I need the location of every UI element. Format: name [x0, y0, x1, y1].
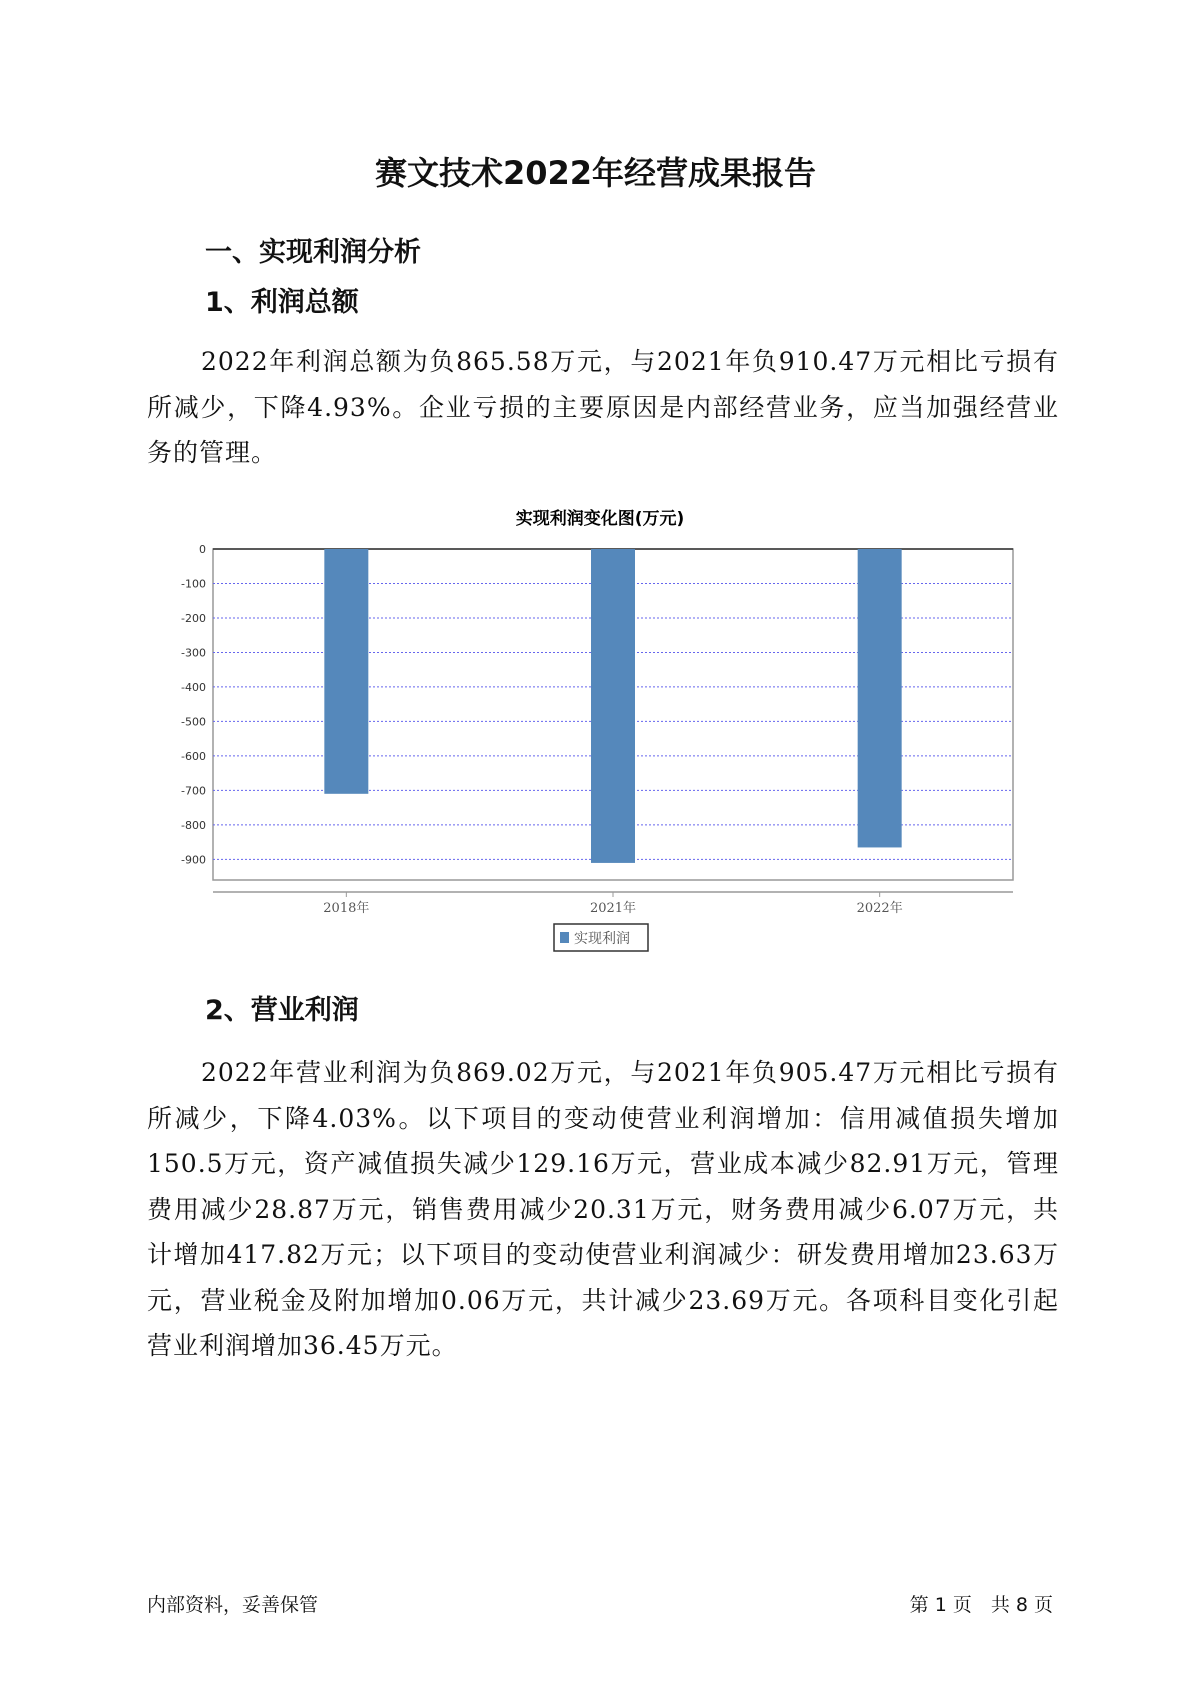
- page-number: 第 1 页 共 8 页: [909, 1594, 1053, 1616]
- y-tick-label: -200: [181, 611, 206, 625]
- footer-note: 内部资料，妥善保管: [147, 1594, 319, 1616]
- x-tick-label: 2018年: [323, 901, 370, 916]
- y-tick-label: -300: [181, 646, 206, 660]
- paragraph: 2022年利润总额为负865.58万元，与2021年负910.47万元相比亏损有所减少，下降4.93%。企业亏损的主要原因是内部经营业务，应当加强经营业务的管理。: [147, 347, 1059, 467]
- report-title: 赛文技术2022年经营成果报告: [374, 154, 817, 192]
- legend-label: 实现利润: [574, 931, 630, 947]
- section-heading: 一、实现利润分析: [205, 237, 421, 268]
- y-tick-label: -700: [181, 784, 206, 798]
- bar: [858, 549, 902, 847]
- x-tick-label: 2022年: [856, 901, 903, 916]
- bar: [591, 549, 635, 863]
- y-tick-label: -500: [181, 715, 206, 729]
- chart-title: 实现利润变化图(万元): [515, 509, 685, 529]
- y-tick-label: -600: [181, 749, 206, 763]
- y-tick-label: -800: [181, 818, 206, 832]
- y-tick-label: -900: [181, 853, 206, 867]
- subsection-heading: 1、利润总额: [205, 287, 359, 318]
- legend-swatch: [560, 932, 569, 943]
- subsection-heading: 2、营业利润: [205, 995, 359, 1026]
- y-tick-label: -100: [181, 577, 206, 591]
- paragraph: 2022年营业利润为负869.02万元，与2021年负905.47万元相比亏损有所减少，下降4.03%。以下项目的变动使营业利润增加：信用减值损失增加150.5万元，资产减值损失减少129.16万元，营业成本减少82.91万元，管理费用减少28.87万元，销售费用减少20.31万元，财务费用减少6.07万元，共计增加417.82万元；以下项目的变动使营业利润减少：研发费用增加23.63万元，营业税金及附加增加0.06万元，共计减少23.69万元。各项科目变化引起营业利润增加36.45万元。: [147, 1058, 1059, 1360]
- bar: [324, 549, 368, 794]
- y-tick-label: -400: [181, 680, 206, 694]
- profit-bar-chart: [150, 500, 1050, 960]
- x-tick-label: 2021年: [589, 901, 637, 916]
- y-tick-label: 0: [199, 543, 206, 556]
